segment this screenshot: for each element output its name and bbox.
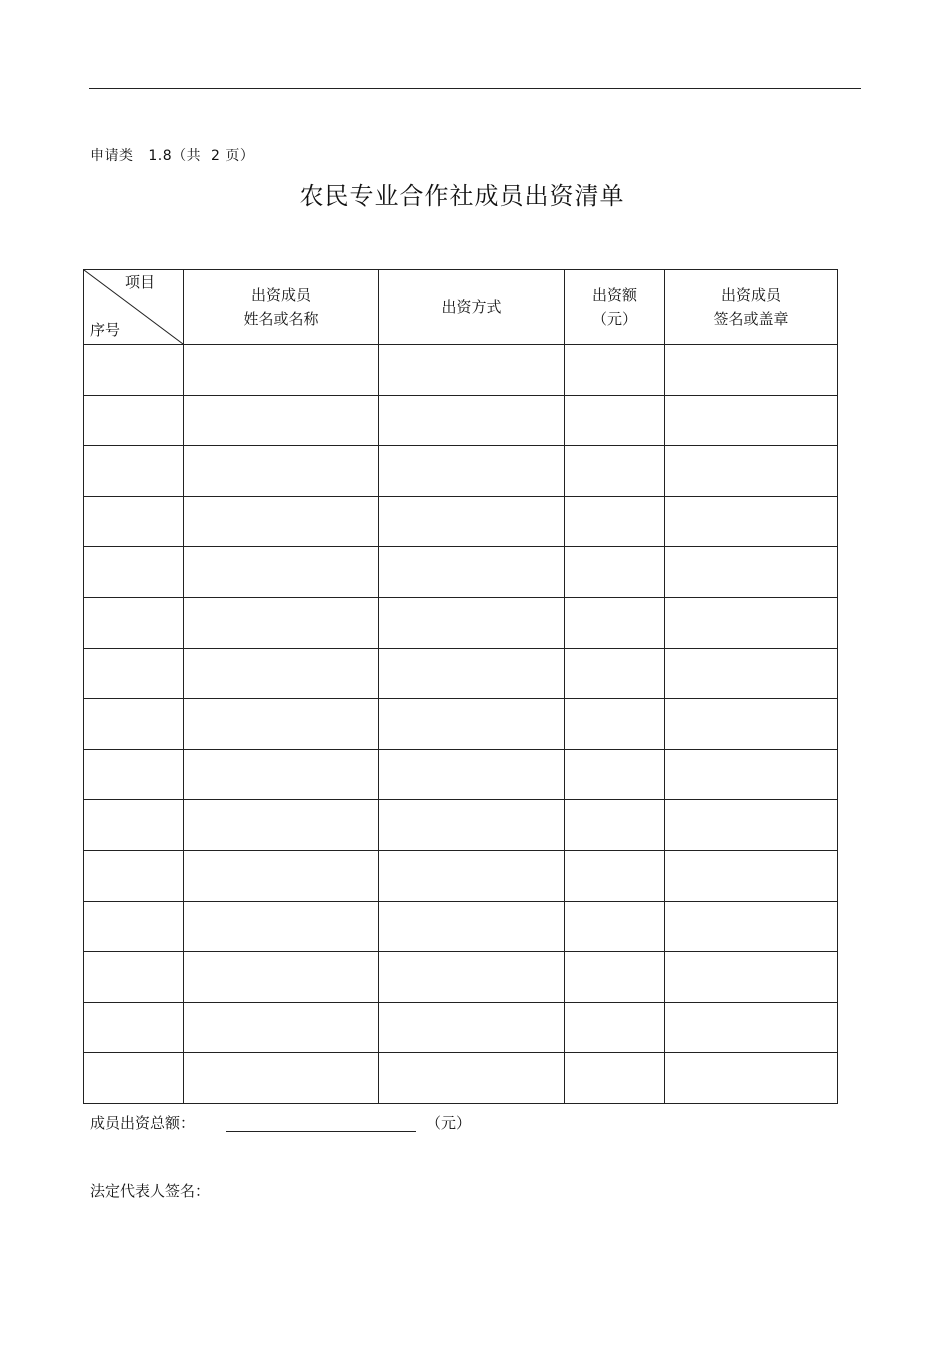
table-row <box>84 901 838 952</box>
table-row <box>84 952 838 1003</box>
seq-cell[interactable] <box>84 699 184 750</box>
signature-cell[interactable] <box>665 648 838 699</box>
total-label: 成员出资总额： <box>90 1114 196 1132</box>
table-row <box>84 597 838 648</box>
page-title: 农民专业合作社成员出资清单 <box>299 182 625 210</box>
table-row <box>84 800 838 851</box>
member-name-cell[interactable] <box>184 901 379 952</box>
amount-cell[interactable] <box>565 446 665 497</box>
member-name-cell[interactable] <box>184 446 379 497</box>
member-name-cell[interactable] <box>184 699 379 750</box>
amount-cell[interactable] <box>565 547 665 598</box>
signature-cell[interactable] <box>665 749 838 800</box>
seq-cell[interactable] <box>84 901 184 952</box>
member-name-cell[interactable] <box>184 547 379 598</box>
table-row <box>84 345 838 396</box>
table-row <box>84 699 838 750</box>
amount-cell[interactable] <box>565 597 665 648</box>
total-unit: （元） <box>426 1114 472 1132</box>
member-name-cell[interactable] <box>184 648 379 699</box>
seq-cell[interactable] <box>84 1053 184 1104</box>
seq-cell[interactable] <box>84 800 184 851</box>
signature-label: 法定代表人签名： <box>90 1182 211 1200</box>
member-name-cell[interactable] <box>184 395 379 446</box>
table-row <box>84 1002 838 1053</box>
amount-cell[interactable] <box>565 496 665 547</box>
method-cell[interactable] <box>379 496 565 547</box>
form-code: 申请类 1.8（共 2 页） <box>90 148 255 164</box>
seq-cell[interactable] <box>84 850 184 901</box>
contribution-table <box>83 269 838 1104</box>
seq-cell[interactable] <box>84 446 184 497</box>
seq-cell[interactable] <box>84 547 184 598</box>
signature-cell[interactable] <box>665 1002 838 1053</box>
method-cell[interactable] <box>379 597 565 648</box>
amount-cell[interactable] <box>565 800 665 851</box>
seq-cell[interactable] <box>84 597 184 648</box>
amount-cell[interactable] <box>565 952 665 1003</box>
method-cell[interactable] <box>379 395 565 446</box>
method-cell[interactable] <box>379 1053 565 1104</box>
column-header-member-name: 出资成员 姓名或名称 <box>184 270 379 345</box>
signature-cell[interactable] <box>665 446 838 497</box>
signature-cell[interactable] <box>665 597 838 648</box>
amount-cell[interactable] <box>565 1053 665 1104</box>
member-name-cell[interactable] <box>184 850 379 901</box>
total-amount-line[interactable] <box>226 1131 416 1132</box>
member-name-cell[interactable] <box>184 345 379 396</box>
header-corner-cell <box>84 270 184 345</box>
signature-cell[interactable] <box>665 547 838 598</box>
seq-cell[interactable] <box>84 648 184 699</box>
amount-cell[interactable] <box>565 749 665 800</box>
amount-cell[interactable] <box>565 699 665 750</box>
table-row <box>84 749 838 800</box>
method-cell[interactable] <box>379 699 565 750</box>
table-row <box>84 648 838 699</box>
column-header-amount: 出资额 （元） <box>565 270 665 345</box>
table-row <box>84 850 838 901</box>
signature-cell[interactable] <box>665 699 838 750</box>
table-row <box>84 1053 838 1104</box>
seq-cell[interactable] <box>84 496 184 547</box>
member-name-cell[interactable] <box>184 749 379 800</box>
member-name-cell[interactable] <box>184 496 379 547</box>
table-row <box>84 547 838 598</box>
method-cell[interactable] <box>379 446 565 497</box>
amount-cell[interactable] <box>565 395 665 446</box>
seq-cell[interactable] <box>84 749 184 800</box>
method-cell[interactable] <box>379 749 565 800</box>
signature-cell[interactable] <box>665 901 838 952</box>
method-cell[interactable] <box>379 648 565 699</box>
top-rule <box>89 88 861 89</box>
signature-cell[interactable] <box>665 496 838 547</box>
member-name-cell[interactable] <box>184 952 379 1003</box>
method-cell[interactable] <box>379 345 565 396</box>
table-body <box>84 345 838 1104</box>
signature-cell[interactable] <box>665 395 838 446</box>
signature-cell[interactable] <box>665 952 838 1003</box>
amount-cell[interactable] <box>565 345 665 396</box>
table-row <box>84 446 838 497</box>
member-name-cell[interactable] <box>184 1002 379 1053</box>
column-header-contribution-method: 出资方式 <box>379 270 565 345</box>
signature-cell[interactable] <box>665 800 838 851</box>
amount-cell[interactable] <box>565 648 665 699</box>
seq-cell[interactable] <box>84 345 184 396</box>
table-row <box>84 496 838 547</box>
amount-cell[interactable] <box>565 1002 665 1053</box>
seq-cell[interactable] <box>84 952 184 1003</box>
corner-label-seq: 序号 <box>90 321 121 339</box>
seq-cell[interactable] <box>84 1002 184 1053</box>
member-name-cell[interactable] <box>184 1053 379 1104</box>
table-header-row <box>84 270 838 345</box>
member-name-cell[interactable] <box>184 597 379 648</box>
method-cell[interactable] <box>379 901 565 952</box>
corner-label-item: 项目 <box>124 273 155 291</box>
method-cell[interactable] <box>379 850 565 901</box>
method-cell[interactable] <box>379 800 565 851</box>
amount-cell[interactable] <box>565 850 665 901</box>
method-cell[interactable] <box>379 952 565 1003</box>
method-cell[interactable] <box>379 1002 565 1053</box>
signature-cell[interactable] <box>665 850 838 901</box>
signature-cell[interactable] <box>665 1053 838 1104</box>
table-row <box>84 395 838 446</box>
member-name-cell[interactable] <box>184 800 379 851</box>
method-cell[interactable] <box>379 547 565 598</box>
amount-cell[interactable] <box>565 901 665 952</box>
seq-cell[interactable] <box>84 395 184 446</box>
signature-cell[interactable] <box>665 345 838 396</box>
column-header-signature: 出资成员 签名或盖章 <box>665 270 838 345</box>
